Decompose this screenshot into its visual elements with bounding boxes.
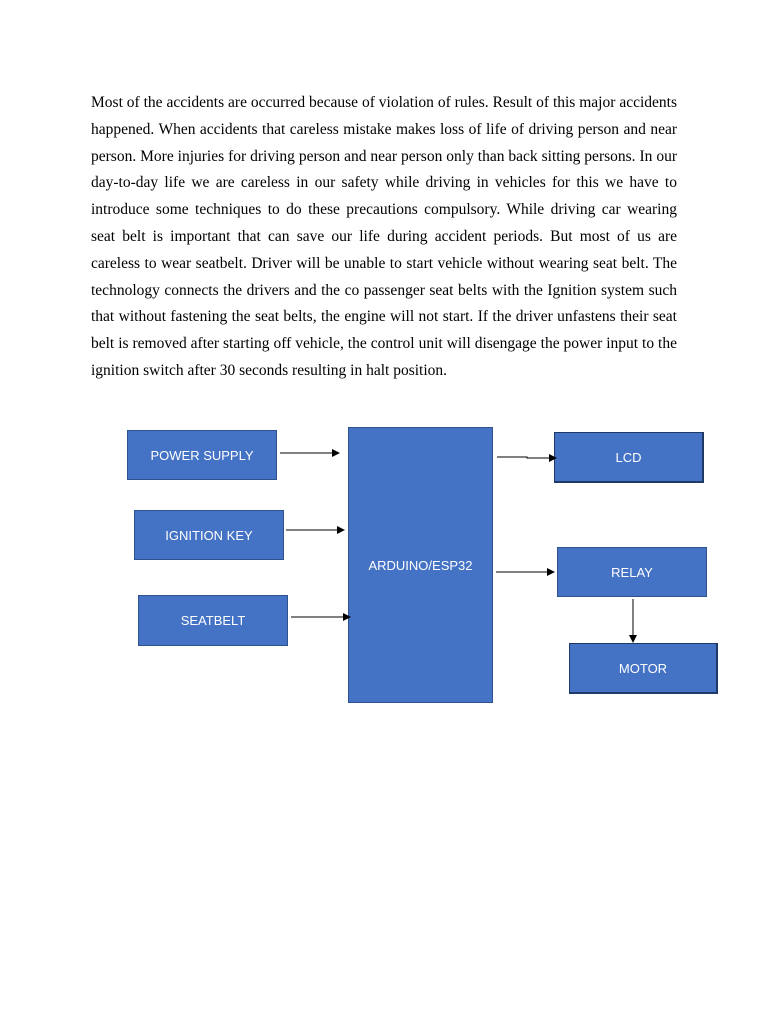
seatbelt-block: SEATBELT — [138, 595, 288, 646]
power-supply-block: POWER SUPPLY — [127, 430, 277, 480]
motor-block: MOTOR — [569, 643, 718, 694]
ignition-key-block: IGNITION KEY — [134, 510, 284, 560]
lcd-block: LCD — [554, 432, 704, 483]
body-paragraph: Most of the accidents are occurred because of violation of rules. Result of this major accidents happened. When accidents that careless mistake makes loss of life of driving person and near person. More injuries for driving person and near person only than back sitting persons. In our day-to-day life we are careless in our safety while driving in vehicles for this we have to introduce some techniques to do these precautions compulsory. While driving car wearing seat belt is important that can save our life during accident periods. But most of us are careless to wear seatbelt. Driver will be unable to start vehicle without wearing seat belt. The technology connects the drivers and the co passenger seat belts with the Ignition system such that without fastening the seat belts, the engine will not start. If the driver unfastens their seat belt is removed after starting off vehicle, the control unit will disengage the power input to the ignition switch after 30 seconds resulting in halt position. — [91, 94, 677, 379]
controller-block: ARDUINO/ESP32 — [348, 427, 493, 703]
arrow-controller-to-lcd — [497, 457, 556, 458]
relay-block: RELAY — [557, 547, 707, 597]
